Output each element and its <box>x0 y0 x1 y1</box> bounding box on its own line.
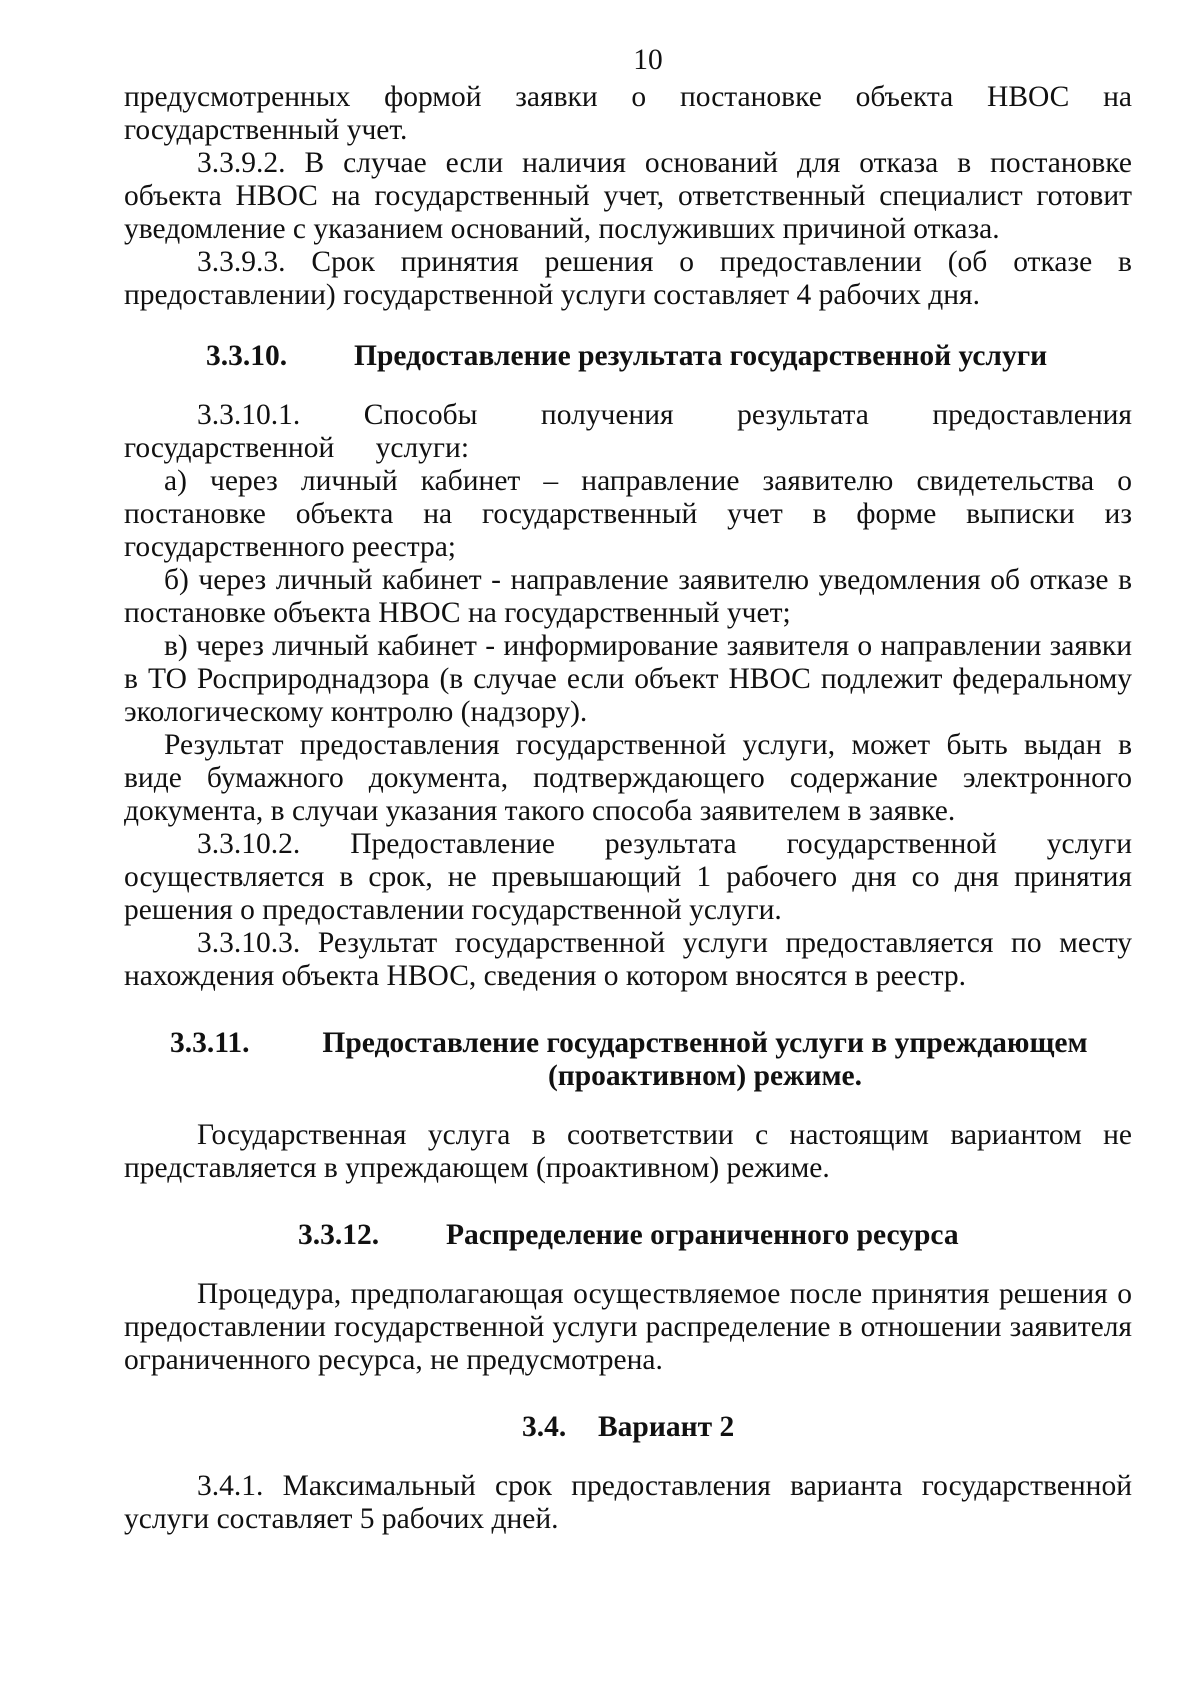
section-number: 3.4. <box>522 1411 567 1443</box>
section-title: Вариант 2 <box>598 1411 735 1443</box>
section-number: 3.3.11. <box>170 1027 250 1059</box>
paragraph: предусмотренных формой заявки о постановке объекта НВОС на государственный учет. <box>124 81 1132 146</box>
paragraph-proactive: Государственная услуга в соответствии с настоящим вариантом не представляется в упреждающем (проактивном) режиме. <box>124 1119 1132 1184</box>
paragraph-3-3-9-3: 3.3.9.3. Срок принятия решения о предоставлении (об отказе в предоставлении) государственной услуги составляет 4 рабочих дня. <box>124 246 1132 311</box>
section-heading-3-3-12 <box>124 1219 1132 1252</box>
section-title: Распределение ограниченного ресурса <box>446 1219 959 1251</box>
section-title <box>320 1027 1090 1093</box>
section-heading-3-3-10 <box>124 340 1132 373</box>
section-title: Предоставление результата государственной услуги <box>354 340 1048 372</box>
section-title-line: (проактивном) режиме. <box>547 1060 863 1092</box>
section-number: 3.3.10. <box>206 340 288 372</box>
paragraph-result: Результат предоставления государственной услуги, может быть выдан в виде бумажного документа, подтверждающего содержание электронного документа, в случаи указания такого способа заявителем в заявке. <box>124 729 1132 827</box>
section-heading-3-3-11 <box>124 1027 1132 1093</box>
page-number: 10 <box>633 44 663 76</box>
section-number: 3.3.12. <box>298 1219 380 1251</box>
section-heading-3-4 <box>124 1411 1132 1444</box>
paragraph-3-3-10-3: 3.3.10.3. Результат государственной услуги предоставляется по месту нахождения объекта НВОС, сведения о котором вносятся в реестр. <box>124 927 1132 992</box>
paragraph-3-3-9-2: 3.3.9.2. В случае если наличия оснований для отказа в постановке объекта НВОС на государственный учет, ответственный специалист готовит уведомление с указанием оснований, послуживших причиной отказа. <box>124 147 1132 245</box>
paragraph-resource: Процедура, предполагающая осуществляемое после принятия решения о предоставлении государственной услуги распределение в отношении заявителя ограниченного ресурса, не предусмотрена. <box>124 1278 1132 1376</box>
paragraph-3-3-10-1: 3.3.10.1. Способы получения результата предоставления государственной услуги: <box>124 399 1132 464</box>
list-item-b: б) через личный кабинет - направление заявителю уведомления об отказе в постановке объекта НВОС на государственный учет; <box>124 564 1132 629</box>
list-item-a: а) через личный кабинет – направление заявителю свидетельства о постановке объекта на государственный учет в форме выписки из государственного реестра; <box>124 465 1132 563</box>
paragraph-3-3-10-2: 3.3.10.2. Предоставление результата государственной услуги осуществляется в срок, не превышающий 1 рабочего дня со дня принятия решения о предоставлении государственной услуги. <box>124 828 1132 926</box>
document-page <box>124 44 1132 1536</box>
list-item-v: в) через личный кабинет - информирование заявителя о направлении заявки в ТО Росприроднадзора (в случае если объект НВОС подлежит федеральному экологическому контролю (надзору). <box>124 630 1132 728</box>
section-title-line: Предоставление государственной услуги в упреждающем <box>322 1027 1088 1059</box>
paragraph-3-4-1: 3.4.1. Максимальный срок предоставления варианта государственной услуги составляет 5 рабочих дней. <box>124 1470 1132 1535</box>
